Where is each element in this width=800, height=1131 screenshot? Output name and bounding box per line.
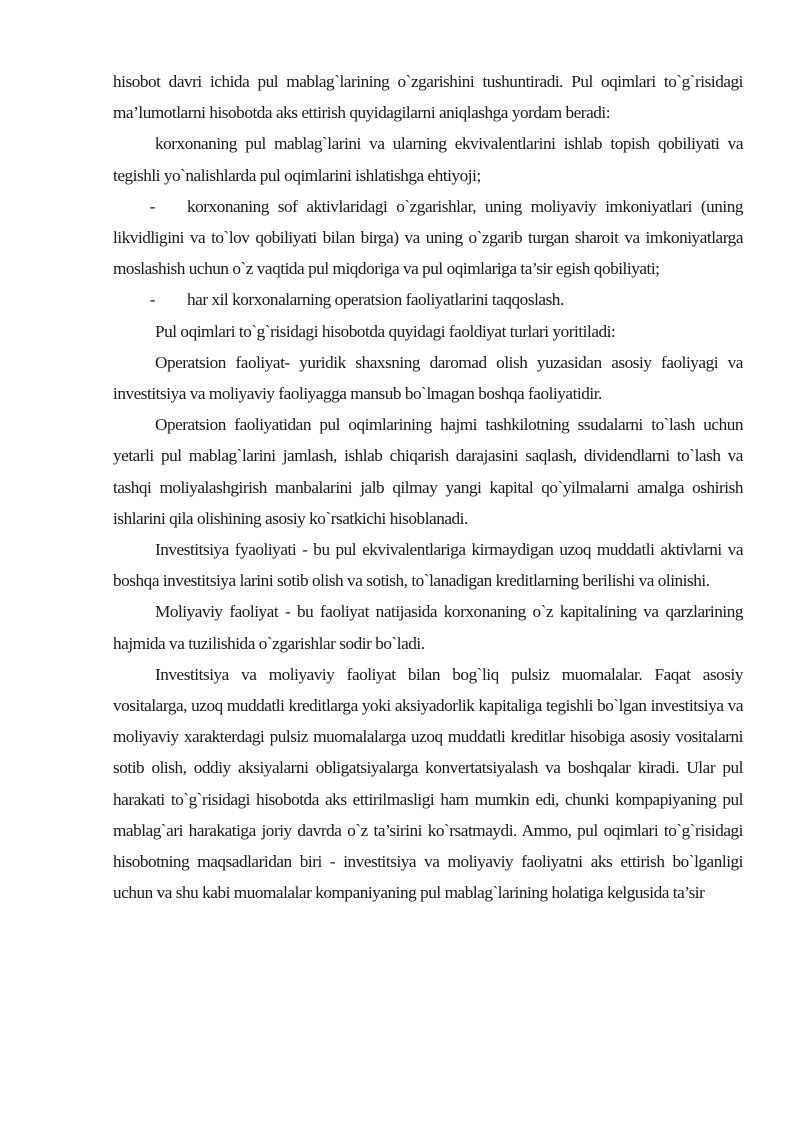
list-item-text: korxonaning sof aktivlaridagi o`zgarishlar, uning moliyaviy imkoniyatlari (uning likvidligini va to`lov qobiliyati bilan birga) va uning o`zgarib turgan sharoit va imkoniyatlarga moslashish uchun o`z vaqtida pul miqdoriga va pul oqimlariga ta’sir egish qobiliyati;	[113, 196, 743, 279]
paragraph-ability: korxonaning pul mablag`larini va ularning ekvivalentlarini ishlab topish qobiliyati va tegishli yo`nalishlarda pul oqimlarini ishlatishga ehtiyoji;	[113, 134, 743, 185]
paragraph-operating-cash-flows: Operatsion faoliyatidan pul oqimlarining hajmi tashkilotning ssudalarni to`lash uchun yetarli pul mablag`larini jamlash, ishlab chiqarish darajasini saqlash, dividendlarni to`lash va tashqi moliyalashgirish manbalarini jalb qilmay yangi kapital qo`yilmalarni amalga oshirish ishlarini qila olishining asosiy ko`rsatkichi hisoblanadi.	[113, 415, 743, 528]
paragraph-investing-activity: Investitsiya fyaoliyati - bu pul ekvivalentlariga kirmaydigan uzoq muddatli aktivlarni va boshqa investitsiya larini sotib olish va sotish, to`lanadigan kreditlarning berilishi va olinishi.	[113, 540, 743, 591]
dash-marker: -	[149, 196, 155, 216]
dash-marker: -	[149, 290, 155, 310]
paragraph-financing-activity: Moliyaviy faoliyat - bu faoliyat natijasida korxonaning o`z kapitalining va qarzlarining hajmida va tuzilishida o`zgarishlar sodir bo`ladi.	[113, 602, 743, 653]
dash-gap	[155, 284, 187, 315]
list-item-text: har xil korxonalarning operatsion faoliyatlarini taqqoslash.	[187, 290, 564, 310]
paragraph-non-cash-transactions: Investitsiya va moliyaviy faoliyat bilan bog`liq pulsiz muomalalar. Faqat asosiy vositalarga, uzoq muddatli kreditlarga yoki aksiyadorlik kapitaliga tegishli bo`lgan investitsiya va moliyaviy xarakterdagi pulsiz muomalalarga uzoq muddatli kreditlar hisobiga asosiy vositalarni sotib olish, oddiy aksiyalarni obligatsiyalarga konvertatsiyalash va boshqalar kiradi. Ular pul harakati to`g`risidagi hisobotda aks ettirilmasligi ham mumkin edi, chunki kompapiyaning pul mablag`ari harakatiga joriy davrda o`z ta’sirini ko`rsatmaydi. Ammo, pul oqimlari to`g`risidagi hisobotning maqsadlaridan biri - investitsiya va moliyaviy faoliyatni aks ettirish bo`lganligi uchun va shu kabi muomalalar kompaniyaning pul mablag`larining holatiga kelgusida ta’sir	[113, 664, 743, 903]
list-item-compare	[113, 284, 743, 315]
paragraph-continuation: hisobot davri ichida pul mablag`larining o`zgarishini tushuntiradi. Pul oqimlari to`g`risidagi ma’lumotlarni hisobotda aks ettirish quyidagilarni aniqlashga yordam beradi:	[113, 72, 743, 123]
document-page	[113, 66, 743, 908]
list-item-net-assets	[113, 191, 743, 285]
paragraph-activity-types: Pul oqimlari to`g`risidagi hisobotda quyidagi faoldiyat turlari yoritiladi:	[155, 321, 616, 341]
paragraph-operating-activity: Operatsion faoliyat- yuridik shaxsning daromad olish yuzasidan asosiy faoliyagi va investitsiya va moliyaviy faoliyagga mansub bo`lmagan boshqa faoliyatidir.	[113, 352, 743, 404]
